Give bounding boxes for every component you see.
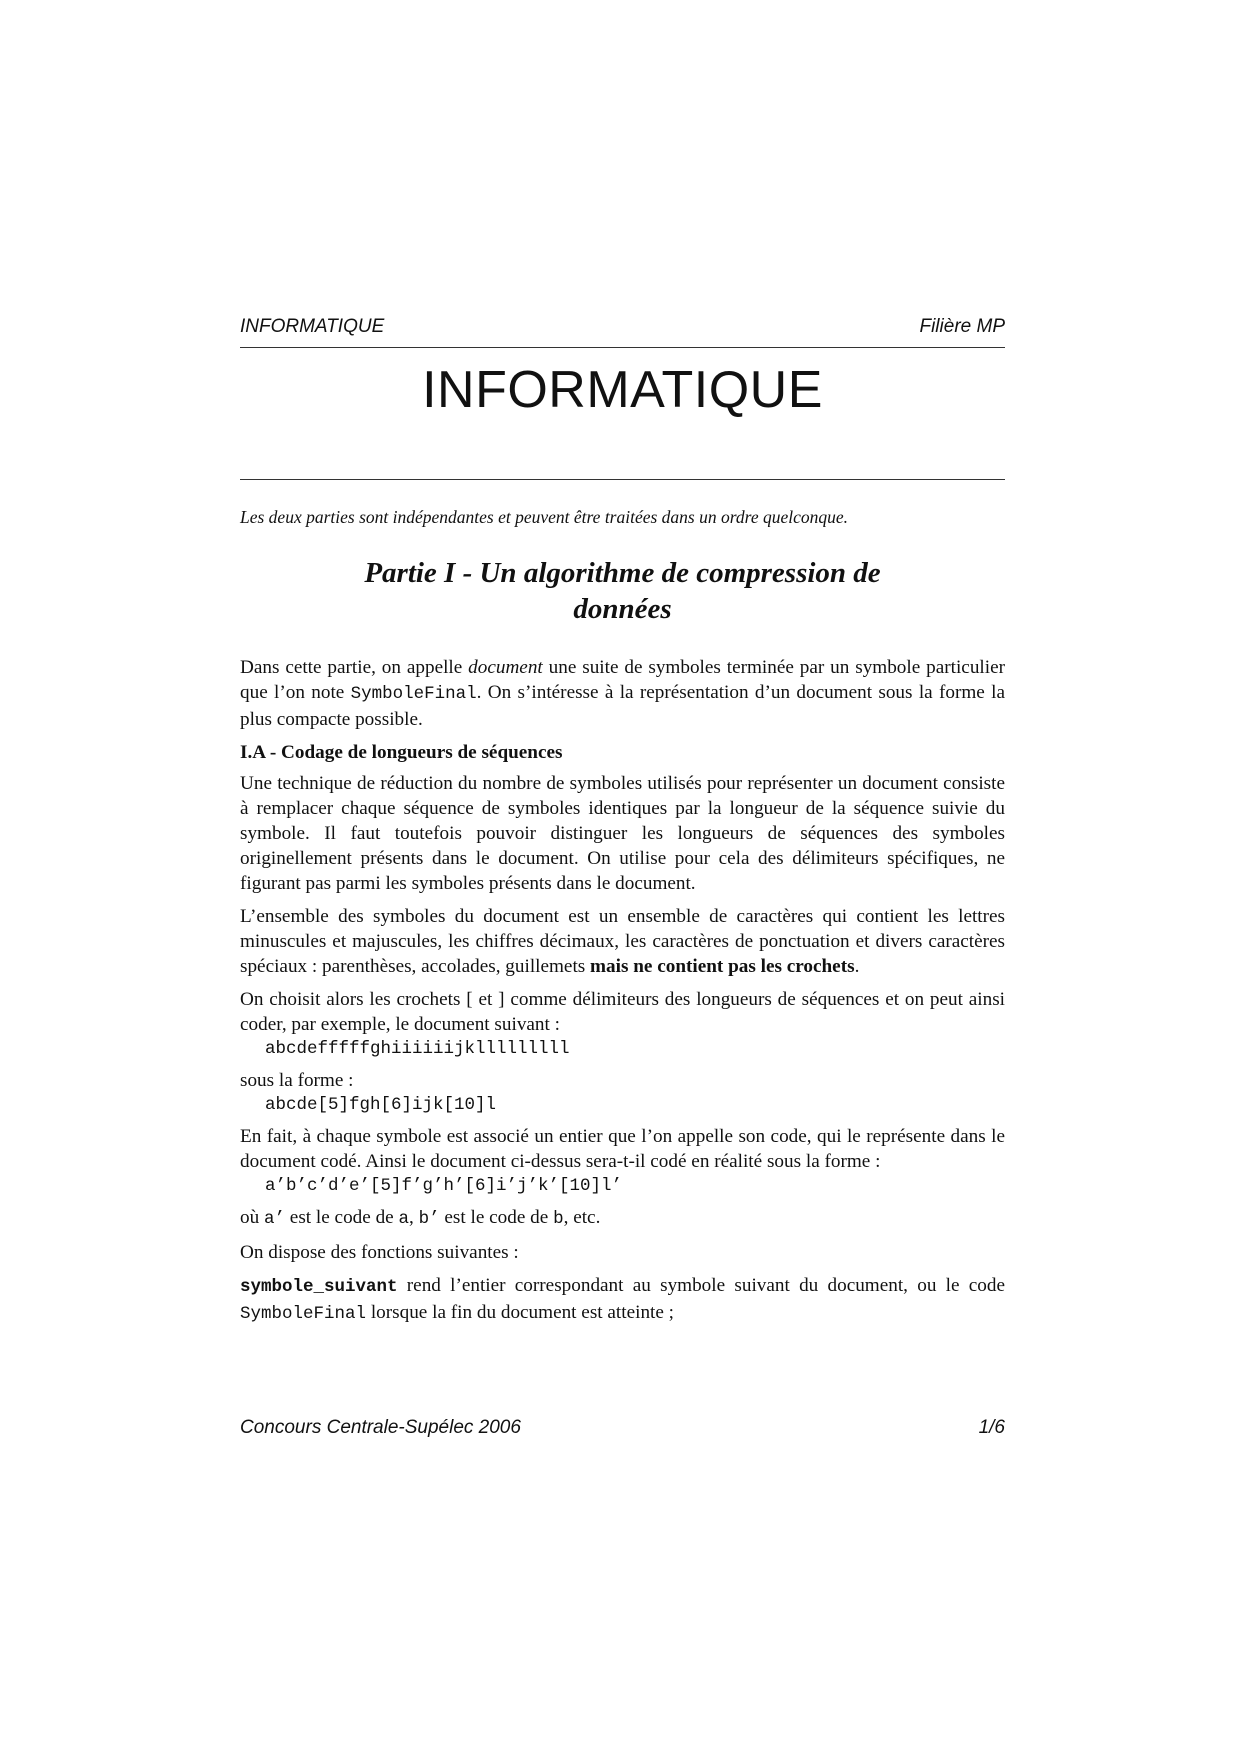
paragraph-delimiters: On choisit alors les crochets [ et ] comme délimiteurs des longueurs de séquences et on peut ainsi coder, par exemple, le document suivant : xyxy=(240,989,1005,1035)
header-track: Filière MP xyxy=(919,316,1005,337)
part-title-line-1: Partie I - Un algorithme de compression de xyxy=(364,557,881,589)
example-document: abcdefffffghiiiiiijklllllllll xyxy=(265,1039,570,1059)
example-coded: abcde[5]fgh[6]ijk[10]l xyxy=(265,1095,497,1115)
paragraph-functions: On dispose des fonctions suivantes : xyxy=(240,1242,519,1263)
running-header xyxy=(240,316,1005,338)
page-title: INFORMATIQUE xyxy=(422,361,823,419)
header-rule xyxy=(240,347,1005,348)
paragraph-symbole-suivant: symbole_suivant rend l’entier correspondant au symbole suivant du document, ou le code SymboleFinal lorsque la fin du document est atteinte ; xyxy=(240,1275,1005,1324)
example-codes: a’b’c’d’e’[5]f’g’h’[6]i’j’k’[10]l’ xyxy=(265,1176,623,1196)
paragraph-intro: Dans cette partie, on appelle document une suite de symboles terminée par un symbole particulier que l’on note SymboleFinal. On s’intéresse à la représentation d’un document sous la forme la plus compacte possible. xyxy=(240,657,1005,730)
body-text xyxy=(240,655,1005,1335)
paragraph-form: sous la forme : xyxy=(240,1070,354,1091)
part-title xyxy=(240,555,1005,627)
header-subject: INFORMATIQUE xyxy=(240,316,385,337)
code-symbolefinal: SymboleFinal xyxy=(350,684,477,704)
term-document: document xyxy=(468,657,543,678)
running-footer xyxy=(240,1417,1005,1439)
paragraph-codes: En fait, à chaque symbole est associé un entier que l’on appelle son code, qui le représente dans le document codé. Ainsi le document ci-dessus sera-t-il codé en réalité sous la forme : xyxy=(240,1126,1005,1172)
paragraph-code-notation: où a’ est le code de a, b’ est le code de b, etc. xyxy=(240,1207,601,1229)
paragraph-symbol-set: L’ensemble des symboles du document est un ensemble de caractères qui contient les lettres minuscules et majuscules, les chiffres décimaux, les caractères de ponctuation et divers caractères spéciaux : parenthèses, accolades, guillemets mais ne contient pas les crochets. xyxy=(240,906,1005,977)
part-title-line-2: données xyxy=(573,593,672,625)
function-name: symbole_suivant xyxy=(240,1277,398,1297)
title-rule xyxy=(240,479,1005,480)
page-number: 1/6 xyxy=(978,1417,1005,1438)
section-heading-IA: I.A - Codage de longueurs de séquences xyxy=(240,742,563,763)
emphasis-no-brackets: mais ne contient pas les crochets xyxy=(590,956,855,977)
footer-contest: Concours Centrale-Supélec 2006 xyxy=(240,1417,521,1438)
intro-note: Les deux parties sont indépendantes et peuvent être traitées dans un ordre quelconque. xyxy=(240,507,848,527)
paragraph-technique: Une technique de réduction du nombre de symboles utilisés pour représenter un document consiste à remplacer chaque séquence de symboles identiques par la longueur de la séquence suivie du symbole. Il faut toutefois pouvoir distinguer les longueurs de séquences des symboles originellement présents dans le document. On utilise pour cela des délimiteurs spécifiques, ne figurant pas parmi les symboles présents dans le document. xyxy=(240,773,1005,894)
